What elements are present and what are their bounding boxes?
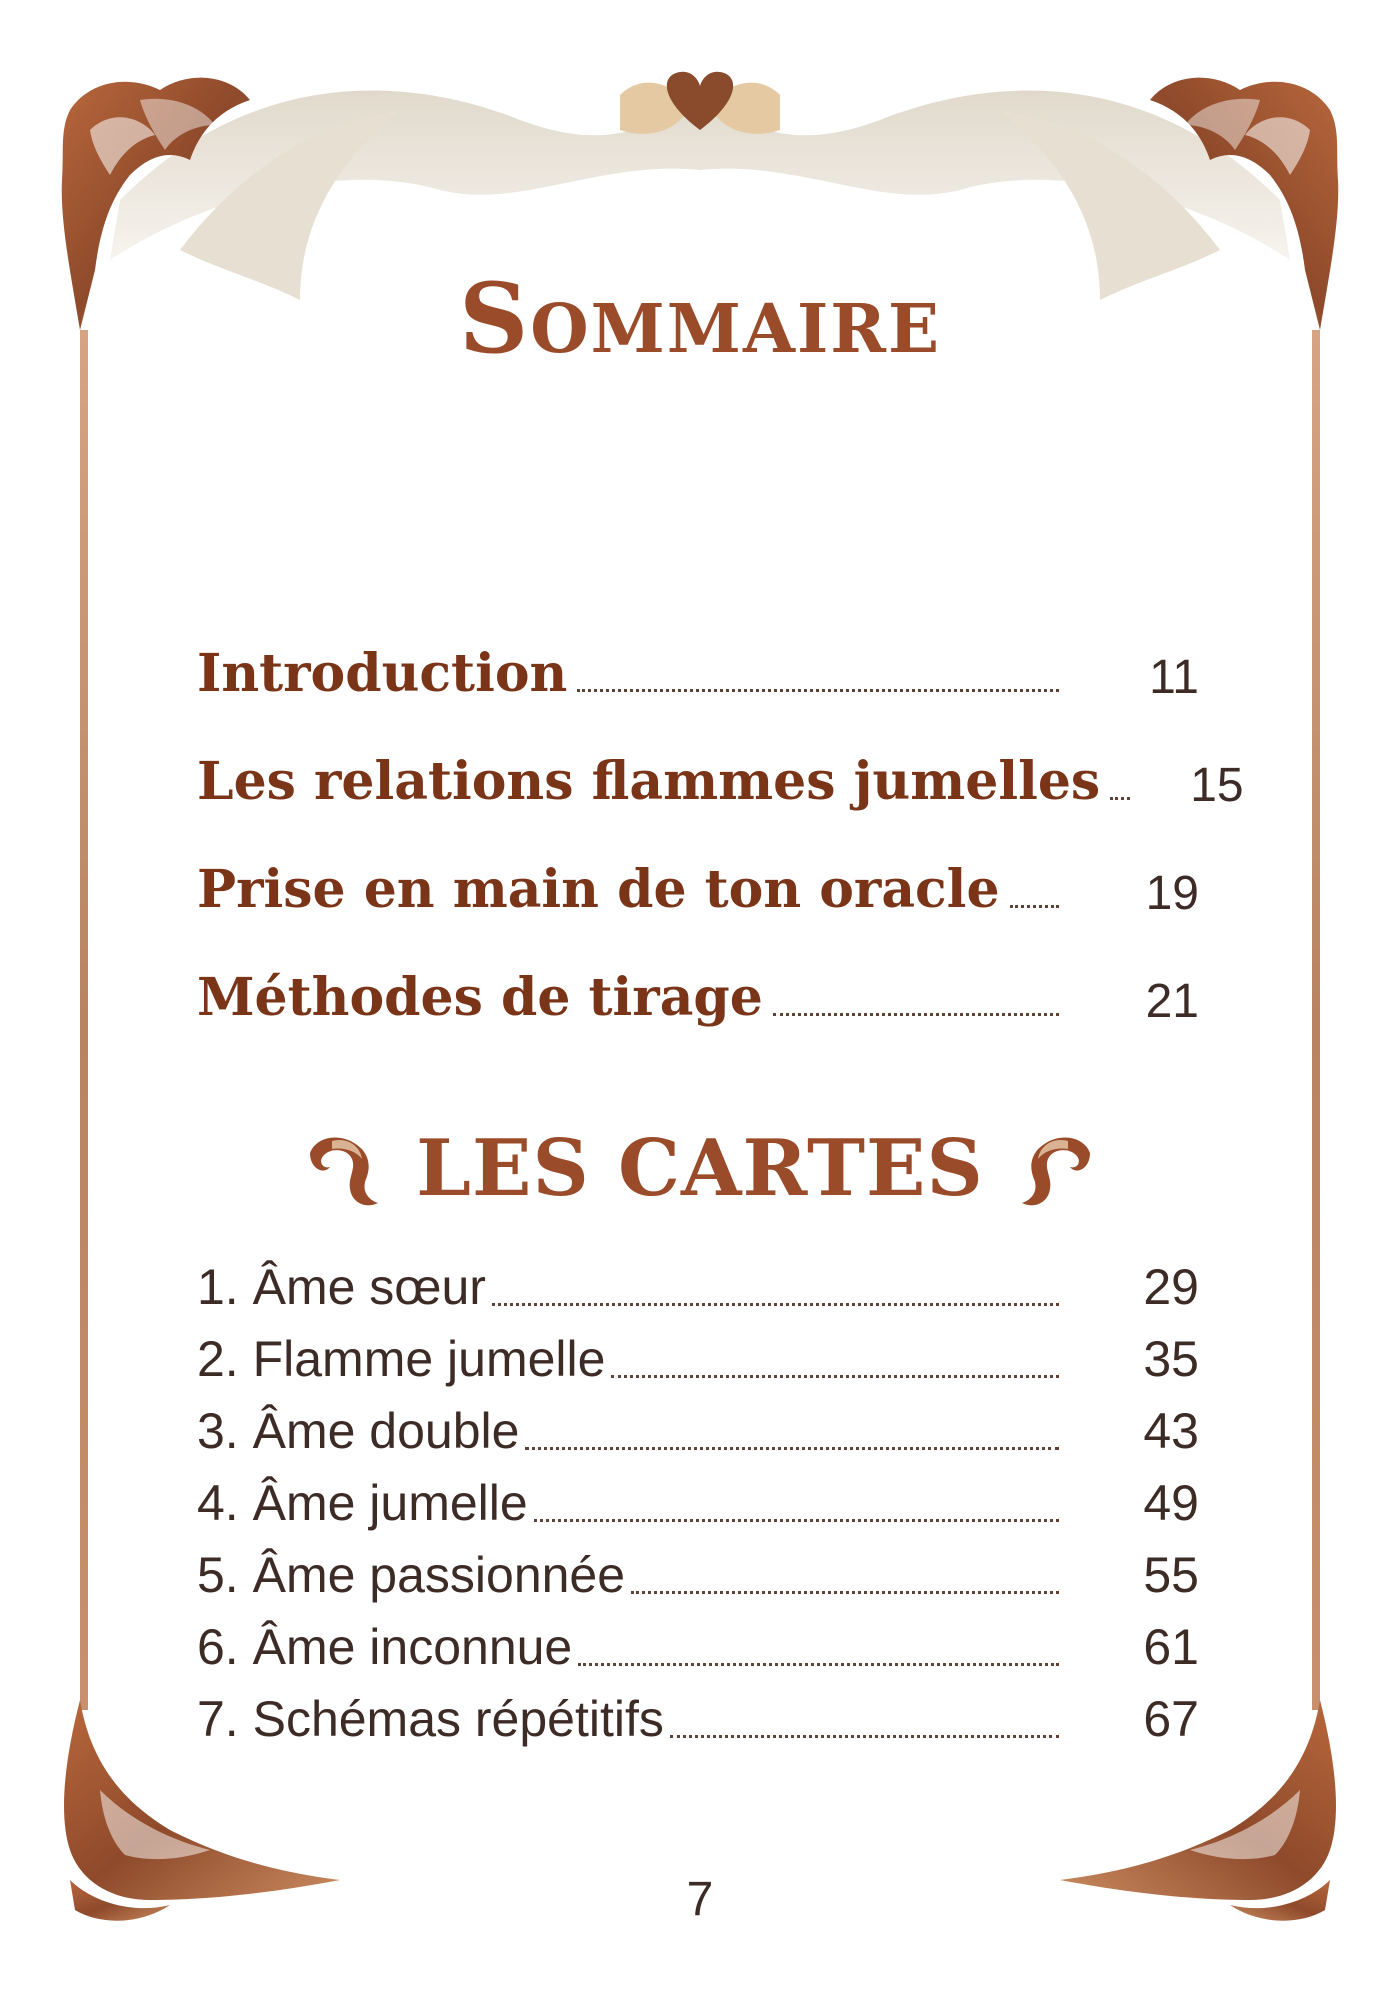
- card-entry-label: 6. Âme inconnue: [197, 1619, 573, 1675]
- card-entry-label: 3. Âme double: [197, 1403, 520, 1459]
- toc-entry-label: Les relations flammes jumelles: [197, 751, 1101, 812]
- toc-entry-label: Prise en main de ton oracle: [197, 859, 1000, 920]
- main-toc-list: [197, 616, 1244, 1048]
- card-entry[interactable]: [197, 1322, 1199, 1394]
- toc-entry-introduction[interactable]: [197, 616, 1199, 724]
- cards-toc-list: [197, 1250, 1199, 1754]
- toc-entry-page: 19: [1145, 867, 1199, 920]
- toc-entry-page: 21: [1145, 975, 1199, 1028]
- card-entry-page: 67: [1143, 1691, 1199, 1747]
- dot-leader: [525, 1447, 1059, 1450]
- card-entry[interactable]: [197, 1466, 1199, 1538]
- left-border-rail: [80, 330, 88, 1710]
- card-entry-label: 5. Âme passionnée: [197, 1547, 626, 1603]
- section-title: LES CARTES: [416, 1122, 984, 1214]
- card-entry-label: 2. Flamme jumelle: [197, 1331, 606, 1387]
- dot-leader: [1010, 905, 1059, 908]
- dot-leader: [670, 1735, 1059, 1738]
- card-entry-page: 49: [1143, 1475, 1199, 1531]
- toc-entry-page: 15: [1190, 759, 1244, 812]
- swirl-ornament-icon: [302, 1123, 398, 1213]
- card-entry-page: 29: [1143, 1259, 1199, 1315]
- page-title: Sommaire: [458, 262, 942, 375]
- card-entry[interactable]: [197, 1250, 1199, 1322]
- card-entry-label: 4. Âme jumelle: [197, 1475, 528, 1531]
- dot-leader: [611, 1375, 1059, 1378]
- toc-entry-relations[interactable]: [197, 724, 1244, 832]
- page-number: 7: [686, 1873, 714, 1926]
- card-entry-label: 7. Schémas répétitifs: [197, 1691, 664, 1747]
- dot-leader: [534, 1519, 1059, 1522]
- dot-leader: [1110, 797, 1130, 800]
- toc-entry-label: Méthodes de tirage: [197, 967, 763, 1028]
- card-entry[interactable]: [197, 1394, 1199, 1466]
- dot-leader: [577, 689, 1059, 692]
- toc-entry-label: Introduction: [197, 643, 568, 704]
- card-entry-page: 61: [1143, 1619, 1199, 1675]
- card-entry-page: 43: [1143, 1403, 1199, 1459]
- card-entry-page: 35: [1143, 1331, 1199, 1387]
- card-entry-label: 1. Âme sœur: [197, 1259, 486, 1315]
- card-entry[interactable]: [197, 1610, 1199, 1682]
- heart-icon: [620, 72, 780, 134]
- card-entry[interactable]: [197, 1682, 1199, 1754]
- cards-section-heading: [0, 1118, 1400, 1218]
- dot-leader: [578, 1663, 1059, 1666]
- toc-entry-prise-en-main[interactable]: [197, 832, 1199, 940]
- swirl-ornament-icon: [1002, 1123, 1098, 1213]
- card-entry[interactable]: [197, 1538, 1199, 1610]
- card-entry-page: 55: [1143, 1547, 1199, 1603]
- right-border-rail: [1312, 330, 1320, 1710]
- dot-leader: [492, 1303, 1059, 1306]
- dot-leader: [631, 1591, 1059, 1594]
- dot-leader: [773, 1013, 1059, 1016]
- toc-entry-page: 11: [1149, 651, 1199, 704]
- toc-entry-methodes[interactable]: [197, 940, 1199, 1048]
